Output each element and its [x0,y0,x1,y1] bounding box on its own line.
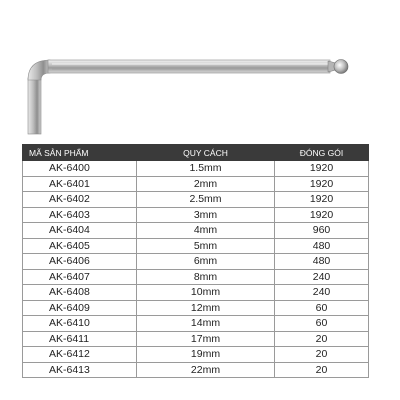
header-specification: QUY CÁCH [137,145,275,161]
spec-table [22,144,369,378]
table-row [23,300,369,316]
cell-packing: 1920 [275,192,369,208]
table-row [23,254,369,270]
cell-packing: 240 [275,285,369,301]
cell-specification: 6mm [137,254,275,270]
cell-specification: 12mm [137,300,275,316]
header-packing: ĐÓNG GÓI [275,145,369,161]
table-row [23,192,369,208]
cell-packing: 480 [275,254,369,270]
table-row [23,238,369,254]
table-row [23,223,369,239]
cell-specification: 22mm [137,362,275,378]
cell-product-code: AK-6413 [23,362,137,378]
cell-specification: 3mm [137,207,275,223]
table-row [23,331,369,347]
cell-specification: 17mm [137,331,275,347]
table-row [23,362,369,378]
cell-packing: 20 [275,331,369,347]
cell-specification: 19mm [137,347,275,363]
cell-product-code: AK-6402 [23,192,137,208]
cell-specification: 1.5mm [137,161,275,177]
table-body [23,161,369,378]
table-row [23,207,369,223]
cell-specification: 4mm [137,223,275,239]
cell-specification: 10mm [137,285,275,301]
cell-product-code: AK-6406 [23,254,137,270]
cell-specification: 2.5mm [137,192,275,208]
table-row [23,176,369,192]
cell-packing: 20 [275,362,369,378]
cell-packing: 240 [275,269,369,285]
cell-specification: 5mm [137,238,275,254]
cell-specification: 8mm [137,269,275,285]
cell-specification: 2mm [137,176,275,192]
cell-specification: 14mm [137,316,275,332]
cell-product-code: AK-6401 [23,176,137,192]
cell-packing: 1920 [275,161,369,177]
cell-product-code: AK-6410 [23,316,137,332]
cell-product-code: AK-6405 [23,238,137,254]
cell-product-code: AK-6400 [23,161,137,177]
table-row [23,269,369,285]
cell-packing: 60 [275,316,369,332]
cell-product-code: AK-6409 [23,300,137,316]
table-row [23,347,369,363]
table-row [23,161,369,177]
table-row [23,285,369,301]
table-header-row [23,145,369,161]
header-product-code: MÃ SẢN PHẨM [23,145,137,161]
cell-packing: 960 [275,223,369,239]
cell-product-code: AK-6411 [23,331,137,347]
cell-product-code: AK-6403 [23,207,137,223]
table-row [23,316,369,332]
cell-packing: 480 [275,238,369,254]
cell-packing: 1920 [275,207,369,223]
cell-product-code: AK-6408 [23,285,137,301]
cell-packing: 60 [275,300,369,316]
cell-packing: 1920 [275,176,369,192]
cell-product-code: AK-6407 [23,269,137,285]
cell-packing: 20 [275,347,369,363]
ball-end-hex-key-icon [0,0,400,140]
cell-product-code: AK-6412 [23,347,137,363]
cell-product-code: AK-6404 [23,223,137,239]
